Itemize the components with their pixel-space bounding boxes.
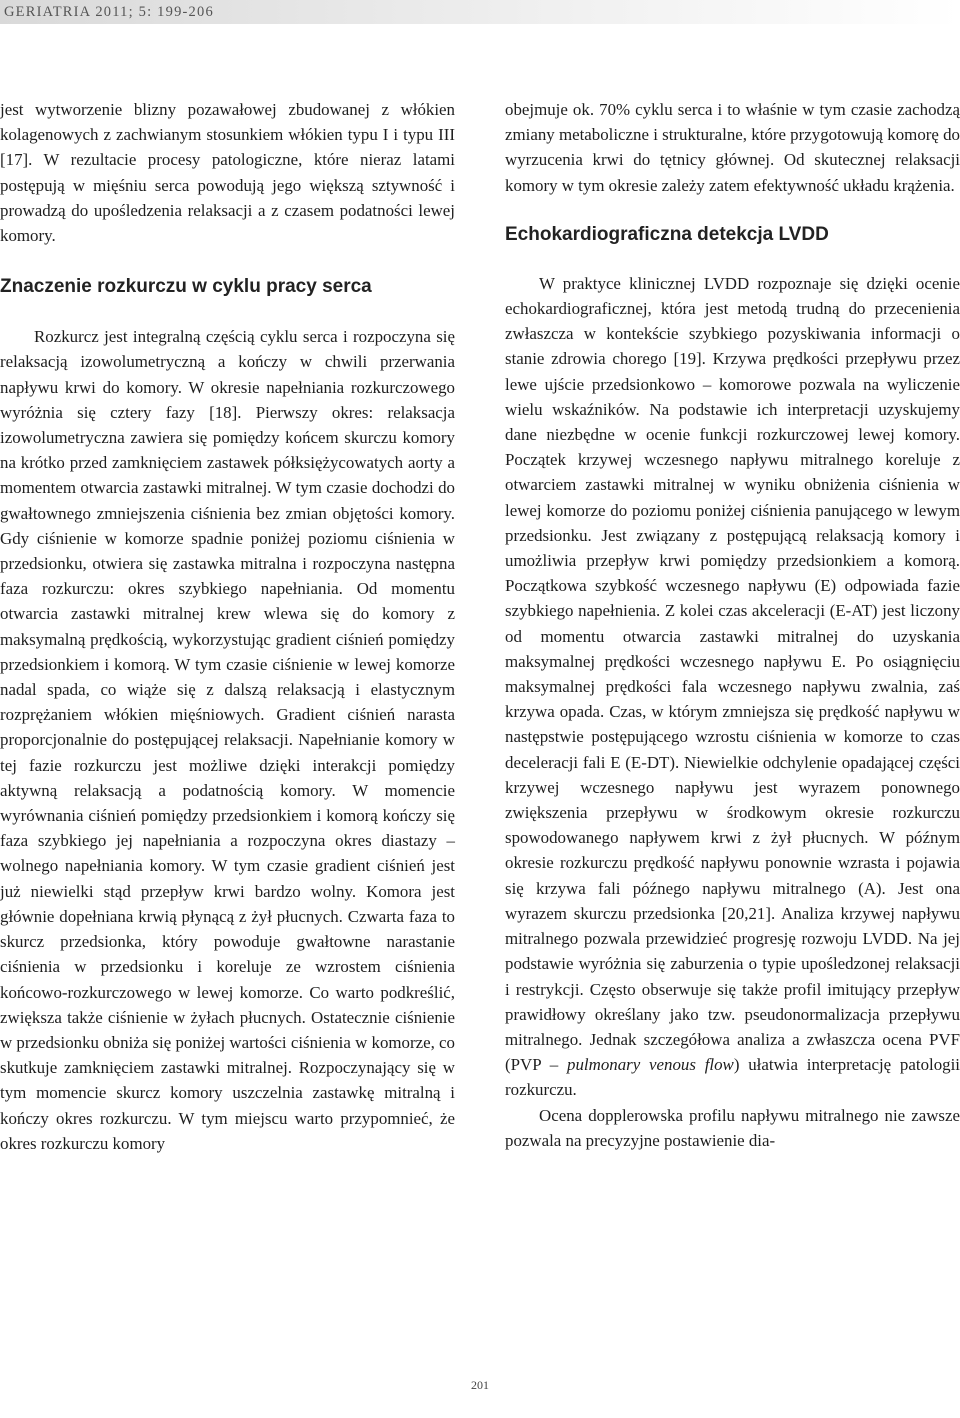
section-heading-echocardiography: Echokardiograficzna detekcja LVDD xyxy=(505,223,829,245)
section-heading-diastole: Znaczenie rozkurczu w cyklu pracy serca xyxy=(0,276,372,298)
page-number: 201 xyxy=(471,1378,489,1392)
running-head: GERIATRIA 2011; 5: 199-206 xyxy=(0,0,960,24)
left-paragraph-2: Rozkurcz jest integralną częścią cyklu serca i rozpoczyna się relaksacją izowolumetryczną a kończy w chwili przerwania napływu krwi do komory. W okresie napełniania rozkurczowego wyróżnia się cztery fazy [18]. Pierwszy okres: relaksacja izowolumetryczna zawiera się pomiędzy końcem skurczu komory na krótko przed zamknięciem zastawek półksiężycowatych aorty a momentem otwarcia zastawki mitralnej. W tym czasie dochodzi do gwałtownego zmniejszenia ciśnienia bez zmian objętości komory. Gdy ciśnienie w komorze spadnie poniżej poziomu ciśnienia w przedsionku, otwiera się zastawka mitralna i rozpoczyna następna faza rozkurczu: okres szybkiego napełniania. Od momentu otwarcia zastawki mitralnej krew wlewa się do komory z maksymalną prędkością, wykorzystując gradient ciśnień pomiędzy przedsionkiem i komorą. W tym czasie ciśnienie w lewej komorze nadal spada, co wiąże się z dalszą relaksacją i elastycznym rozprężaniem włókien mięśniowych. Gradient ciśnień narasta proporcjonalnie do postępującej relaksacji. Napełnianie komory w tej fazie rozkurczu jest możliwe dzięki interakcji pomiędzy aktywną relaksacją a podatnością komory. W momencie wyrównania ciśnień pomiędzy przedsionkiem i komorą kończy się faza szybkiego jej napełniania a rozpoczyna okres diastazy – wolnego napełniania komory. W tym czasie gradient ciśnień jest już niewielki stąd przepływ krwi bardzo wolny. Komora jest głównie dopełniana krwią płynącą z żył płucnych. Czwarta faza to skurcz przedsionka, który powoduje gwałtowne narastanie ciśnienia w przedsionku i koreluje ze wzrostem ciśnienia końcowo-rozkurczowego w lewej komorze. Co warto podkreślić, zwiększa także ciśnienie w żyłach płucnych. Ostatecznie ciśnienie w przedsionku obniża się poniżej wartości ciśnienia w komorze, co skutkuje zamknięciem zastawki mitralnej. Rozpoczynający się w tym momencie skurcz komory uszczelnia zastawkę mitralną i kończy okres rozkurczu. W tym miejscu warto przypomnieć, że okres rozkurczu komory xyxy=(0,327,455,1153)
left-column xyxy=(0,97,455,1156)
right-paragraph-2-text: W praktyce klinicznej LVDD rozpoznaje się dzięki ocenie echokardiograficznej, która jest metodą trudną do przecenienia zwłaszcza w kontekście szybkiego pozyskiwania informacji o stanie zdrowia chorego [19]. Krzywa prędkości przepływu przez lewe ujście przedsionkowo – komorowe pozwala na wyliczenie wielu wskaźników. Na podstawie ich interpretacji uzyskujemy dane niezbędne w ocenie funkcji rozkurczowej lewej komory. Początek krzywej wczesnego napływu mitralnego koreluje z otwarciem zastawki mitralnej w wyniku obniżenia ciśnienia w lewej komorze do poziomu poniżej ciśnienia panującego w lewym przedsionku. Jest związany z postępującą relaksacją komory i umożliwia przepływ krwi pomiędzy przedsionkiem a komorą. Początkowa szybkość wczesnego napływu (E) odpowiada fazie szybkiego napełnienia. Z kolei czas akceleracji (E-AT) jest liczony od momentu otwarcia zastawki mitralnej do uzyskania maksymalnej prędkości wczesnego napływu E. Po osiągnięciu maksymalnej prędkości fala wczesnego napływu zwalnia, zaś krzywa opada. Czas, w którym zmniejsza się prędkość napływu w następstwie postępującego wzrostu ciśnienia w komorze to czas deceleracji fali E (E-DT). Niewielkie odchylenie opadającej części krzywej wczesnego napływu jest wyrazem ponownego zwiększenia przepływu w środkowym okresie rozkurczu spowodowanego napływem krwi z żył płucnych. W późnym okresie rozkurczu prędkość napływu ponownie wzrasta i pojawia się krzywa fali późnego napływu mitralnego (A). Jest ona wyrazem skurczu przedsionka [20,21]. Analiza krzywej napływu mitralnego pozwala przewidzieć progresję rozwoju LVDD. Na jej podstawie wyróżnia się zaburzenia o typie upośledzonej relaksacji i restrykcji. Często obserwuje się także profil imitujący przepływ prawidłowy określany jako tzw. pseudonormalizacja przepływu mitralnego. Jednak szczegółowa analiza a zwłaszcza ocena PVF (PVP – xyxy=(505,273,960,1075)
left-paragraph-1: jest wytworzenie blizny pozawałowej zbudowanej z włókien kolagenowych z zachwianym stosunkiem włókien typu I i typu III [17]. W rezultacie procesy patologiczne, które nieraz latami postępują w mięśniu serca powodują jego większą sztywność i prowadzą do upośledzenia relaksacji a z czasem podatności lewej komory. xyxy=(0,100,455,246)
right-column xyxy=(505,97,960,1153)
pvf-term-italic: pulmonary venous flow xyxy=(567,1055,734,1075)
right-paragraph-3: Ocena dopplerowska profilu napływu mitralnego nie zawsze pozwala na precyzyjne postawienie dia- xyxy=(505,1105,960,1150)
right-paragraph-2 xyxy=(505,271,960,1103)
right-paragraph-1: obejmuje ok. 70% cyklu serca i to właśnie w tym czasie zachodzą zmiany metaboliczne i strukturalne, które przygotowują komorę do wyrzucenia krwi do tętnicy głównej. Od skutecznej relaksacji komory w tym okresie zależy zatem efektywność układu krążenia. xyxy=(505,100,960,195)
right-paragraph-2-tail: ) ułatwia interpretację patologii rozkurczu. xyxy=(505,1055,960,1100)
